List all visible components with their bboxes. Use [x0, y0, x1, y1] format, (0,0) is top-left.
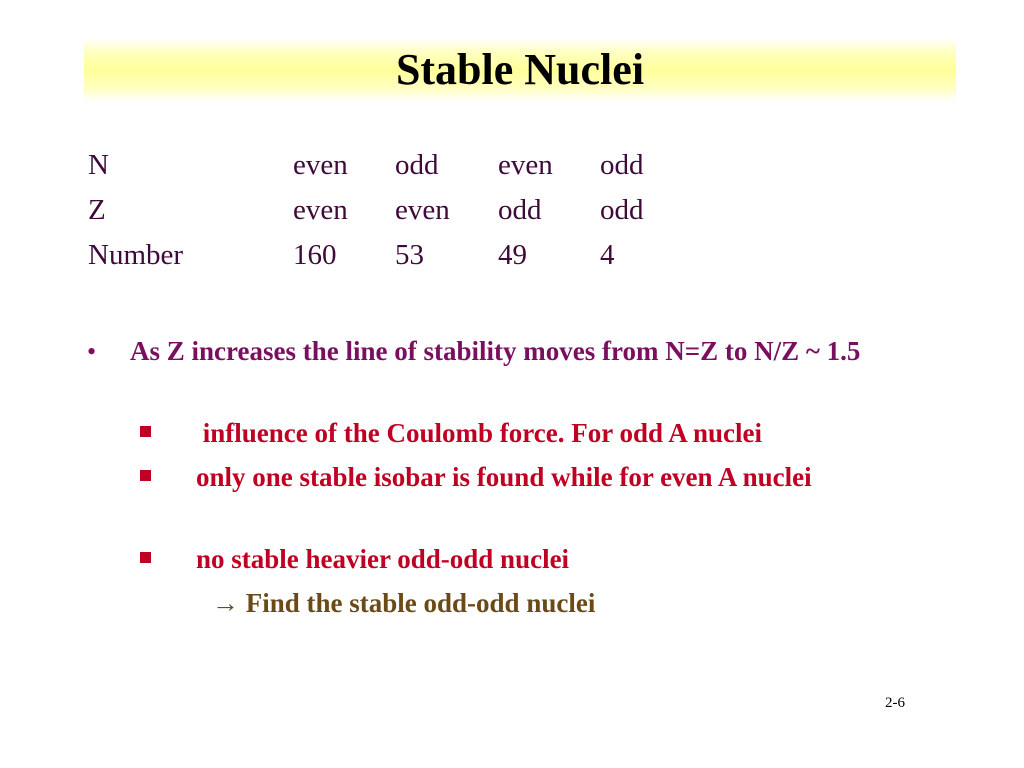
slide-title: Stable Nuclei [395, 45, 645, 94]
square-bullet-icon [140, 470, 151, 481]
arrow-note [212, 586, 595, 621]
sub-bullet-text: only one stable isobar is found while for even A nuclei [196, 462, 812, 492]
row-label: N [88, 149, 109, 181]
table-cell: odd [600, 194, 644, 226]
right-arrow-icon: → [212, 588, 239, 618]
square-bullet-icon [140, 426, 151, 437]
table-cell: 4 [600, 239, 615, 271]
table-cell: even [293, 194, 348, 226]
title-band [84, 38, 956, 102]
table-cell: odd [498, 194, 542, 226]
arrow-note-text: Find the stable odd-odd nuclei [245, 588, 596, 618]
row-label: Number [88, 239, 184, 271]
table-cell: even [498, 149, 553, 181]
sub-bullet-text: influence of the Coulomb force. For odd A nuclei [196, 418, 762, 448]
row-label: Z [88, 194, 106, 226]
main-bullet-text: As Z increases the line of stability moves from N=Z to N/Z ~ 1.5 [130, 336, 861, 366]
table-cell: even [293, 149, 348, 181]
sub-bullet-text: no stable heavier odd-odd nuclei [196, 544, 570, 574]
table-cell: 49 [498, 239, 527, 271]
bullet-marker: • [87, 337, 97, 366]
table-cell: 53 [395, 239, 424, 271]
square-bullet-icon [140, 552, 151, 563]
table-cell: odd [600, 149, 644, 181]
table-cell: 160 [293, 239, 337, 271]
page-number: 2-6 [885, 695, 905, 711]
table-cell: odd [395, 149, 439, 181]
table-cell: even [395, 194, 450, 226]
